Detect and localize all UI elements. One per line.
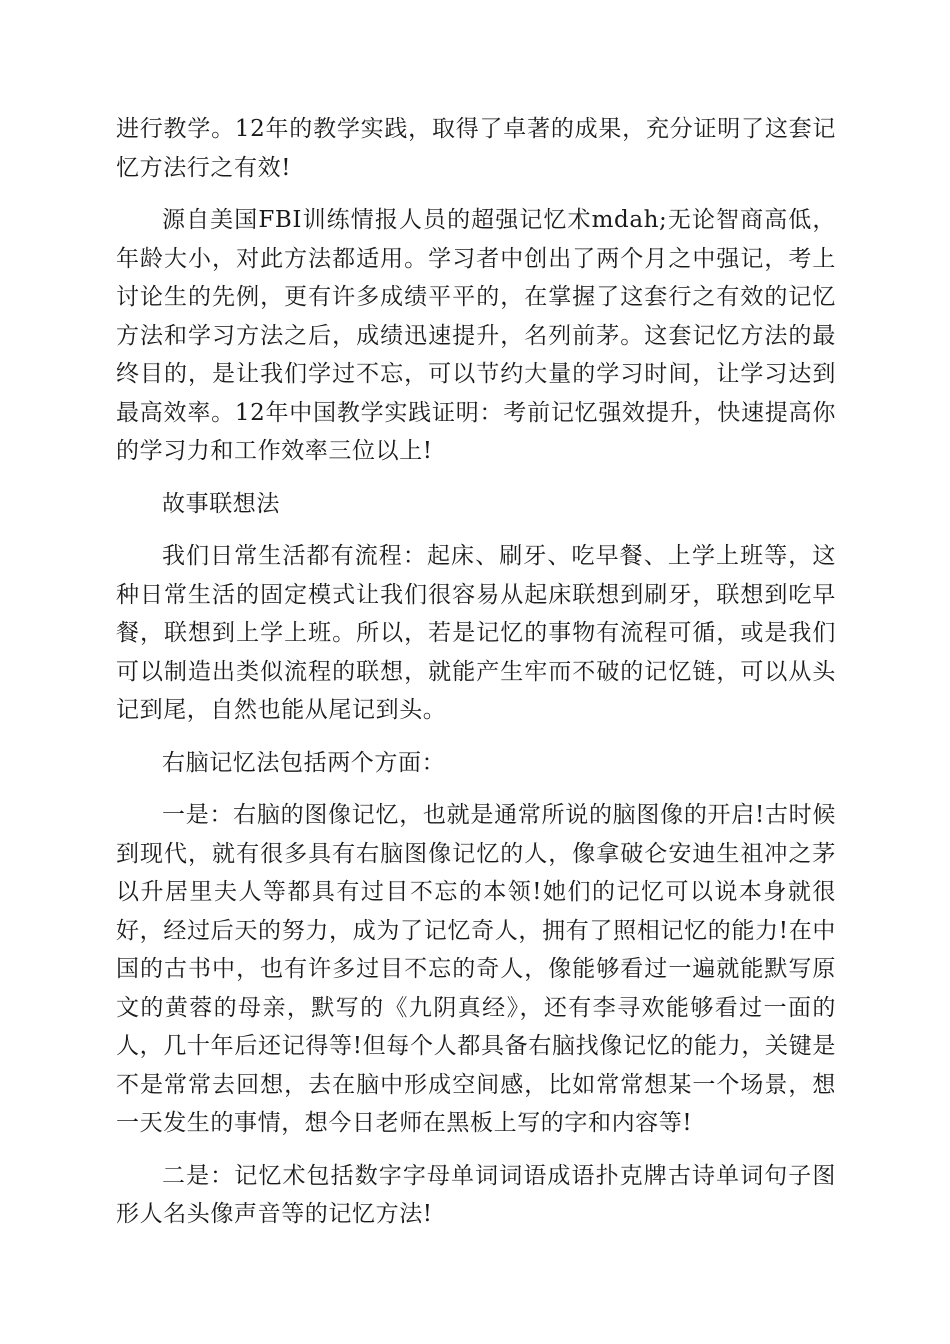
paragraph-fbi-memory: 源自美国FBI训练情报人员的超强记忆术mdah;无论智商高低，年龄大小，对此方法都适用。学习者中创出了两个月之中强记，考上讨论生的先例，更有许多成绩平平的，在掌握了这套行之有效的记忆方法和学习方法之后，成绩迅速提升，名列前茅。这套记忆方法的最终目的，是让我们学过不忘，可以节约大量的学习时间，让学习达到最高效率。12年中国教学实践证明：考前记忆强效提升，快速提高你的学习力和工作效率三位以上! bbox=[116, 207, 836, 464]
paragraph-image-memory: 一是：右脑的图像记忆，也就是通常所说的脑图像的开启!古时候到现代，就有很多具有右脑图像记忆的人，像拿破仑安迪生祖冲之茅以升居里夫人等都具有过目不忘的本领!她们的记忆可以说本身就很好，经过后天的努力，成为了记忆奇人，拥有了照相记忆的能力!在中国的古书中，也有许多过目不忘的奇人，像能够看过一遍就能默写原文的黄蓉的母亲，默写的《九阴真经》，还有李寻欢能够看过一面的人，几十年后还记得等!但每个人都具备右脑找像记忆的能力，关键是不是常常去回想，去在脑中形成空间感，比如常常想某一个场景，想一天发生的事情，想今日老师在黑板上写的字和内容等! bbox=[116, 802, 836, 1136]
section-heading-story-association: 故事联想法 bbox=[162, 490, 280, 517]
paragraph-continuation: 进行教学。12年的教学实践，取得了卓著的成果，充分证明了这套记忆方法行之有效! bbox=[116, 116, 836, 181]
document-body bbox=[116, 110, 836, 1248]
paragraph-memory-techniques: 二是：记忆术包括数字字母单词词语成语扑克牌古诗单词句子图形人名头像声音等的记忆方法! bbox=[116, 1162, 836, 1227]
paragraph-right-brain-intro: 右脑记忆法包括两个方面： bbox=[162, 749, 446, 776]
paragraph-daily-routine: 我们日常生活都有流程：起床、刷牙、吃早餐、上学上班等，这种日常生活的固定模式让我们很容易从起床联想到刷牙，联想到吃早餐，联想到上学上班。所以，若是记忆的事物有流程可循，或是我们可以制造出类似流程的联想，就能产生牢而不破的记忆链，可以从头记到尾，自然也能从尾记到头。 bbox=[116, 543, 836, 723]
